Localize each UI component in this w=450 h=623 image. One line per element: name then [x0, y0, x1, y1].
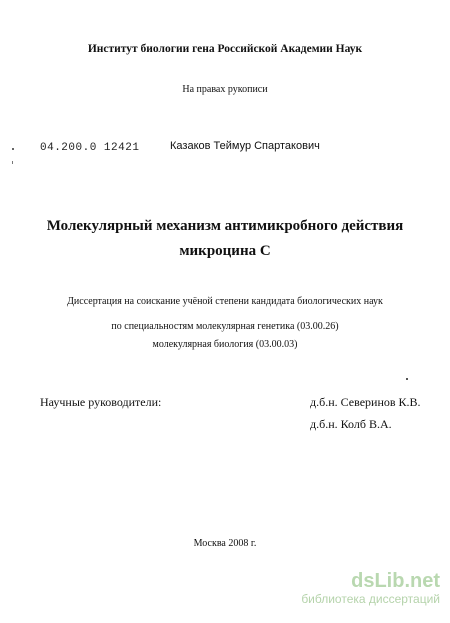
- thesis-title-line-2: микроцина С: [179, 243, 271, 259]
- manuscript-rights-note: На правах рукописи: [182, 84, 268, 95]
- dslib-tagline: библиотека диссертаций: [301, 592, 440, 606]
- author-name: Казаков Теймур Спартакович: [170, 140, 320, 152]
- scan-mark: [12, 161, 13, 164]
- place-and-year: Москва 2008 г.: [193, 538, 257, 549]
- supervisor-1: д.б.н. Северинов К.В.: [310, 395, 421, 409]
- institute-name: Институт биологии гена Российской Академии Наук: [87, 43, 363, 55]
- scan-mark: [12, 148, 14, 150]
- scan-dot: [406, 378, 408, 380]
- specialty-line-2: молекулярная биология (03.00.03): [152, 339, 298, 350]
- registration-stamp: 04.200.0 12421: [40, 142, 140, 154]
- dissertation-degree-line: Диссертация на соискание учёной степени кандидата биологических наук: [67, 296, 383, 307]
- supervisor-2: д.б.н. Колб В.А.: [310, 417, 392, 431]
- dslib-logo: dsLib.net: [351, 570, 440, 592]
- thesis-title-line-1: Молекулярный механизм антимикробного действия: [46, 218, 404, 234]
- dslib-watermark[interactable]: [270, 570, 440, 606]
- specialty-line-1: по специальностям молекулярная генетика (03.00.26): [111, 321, 339, 332]
- supervisors-label: Научные руководители:: [40, 395, 162, 409]
